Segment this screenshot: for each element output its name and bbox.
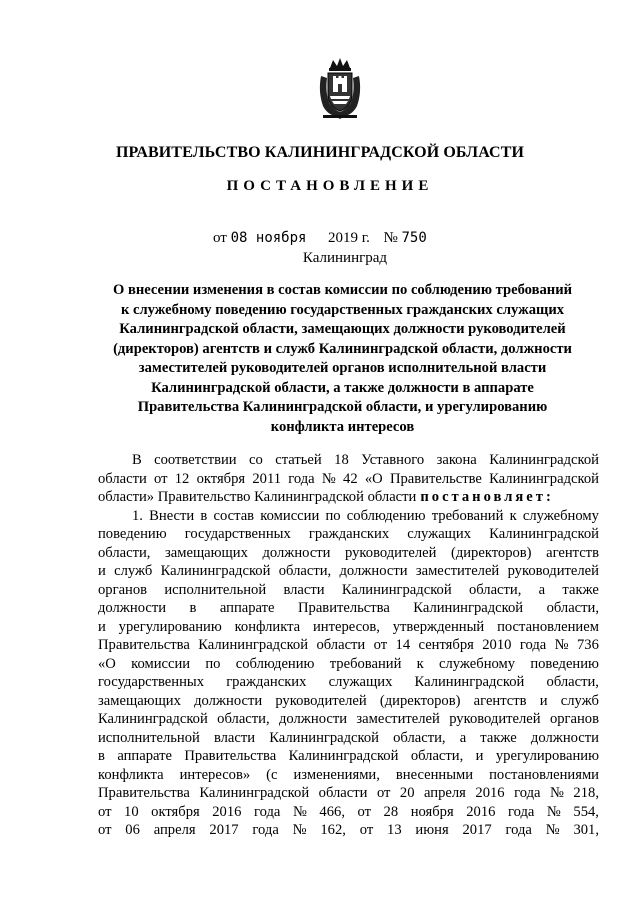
word: «О <box>98 655 116 672</box>
word: урегулированию <box>118 618 222 635</box>
city: Калининград <box>302 250 388 266</box>
word: апреля <box>424 785 466 801</box>
word: 13 <box>387 822 402 838</box>
word: служебному <box>439 655 516 672</box>
date-number-line <box>213 230 427 247</box>
word: поведению <box>98 526 167 542</box>
word: от <box>357 803 371 820</box>
word: 554, <box>573 803 599 820</box>
word: должности <box>339 563 408 579</box>
body-line <box>98 655 599 674</box>
word: руководителей <box>449 711 541 727</box>
word: власти <box>283 581 325 598</box>
word: года <box>253 803 281 820</box>
word: также <box>480 729 517 746</box>
word: соблюдению <box>235 655 315 672</box>
word: по <box>325 507 341 524</box>
date-prefix: от <box>213 230 227 246</box>
body-line <box>98 710 599 729</box>
word: июня <box>415 822 449 838</box>
word: Калининградской <box>198 637 309 653</box>
word: соответствии <box>154 452 237 468</box>
word: комиссии <box>131 655 191 672</box>
word: от <box>373 637 388 653</box>
word: от <box>98 822 112 838</box>
word: Уставного <box>361 452 425 468</box>
word: Калининградской <box>489 526 599 542</box>
word: в <box>200 507 208 524</box>
body-line <box>98 581 599 600</box>
word: заместителей <box>415 563 500 579</box>
body-line <box>98 803 599 822</box>
handwritten-date: 08 ноября <box>230 230 307 246</box>
document-body <box>98 451 599 840</box>
word: агентств <box>546 544 599 561</box>
word: Калининградской <box>269 729 379 746</box>
word: от <box>359 822 374 838</box>
operative-word: постановляет: <box>420 489 554 505</box>
heading-line: Калининградской области, замещающих должности руководителей <box>119 321 566 337</box>
word: и <box>98 563 106 579</box>
body-line <box>98 747 599 766</box>
word: по <box>205 655 221 672</box>
word: Внести <box>149 507 195 524</box>
word: гражданских <box>226 674 307 690</box>
word: интересов» <box>179 766 251 783</box>
number-sign: № <box>383 230 398 246</box>
word: требований <box>431 507 504 524</box>
heading-line: Калининградской области, а также должности в аппарате <box>151 379 534 396</box>
word: статьей <box>275 452 322 468</box>
word: постановлениями <box>489 766 599 783</box>
body-line <box>98 692 599 711</box>
word: от <box>376 785 391 801</box>
word: Калининградской <box>199 785 310 801</box>
word: конфликта <box>234 618 301 635</box>
word: № <box>321 470 336 487</box>
word: 2016 <box>212 803 242 820</box>
word: к <box>509 507 517 524</box>
word: 2016 <box>466 803 496 820</box>
word: области, <box>546 600 599 616</box>
body-line <box>98 636 599 655</box>
word: года <box>507 803 535 820</box>
word: 28 <box>383 803 399 820</box>
word: состав <box>213 507 255 524</box>
government-title: ПРАВИТЕЛЬСТВО КАЛИНИНГРАДСКОЙ ОБЛАСТИ <box>115 144 525 161</box>
word: утвержденный <box>392 618 485 635</box>
word: замещающих <box>164 544 248 561</box>
word: 2017 <box>462 822 492 838</box>
body-line <box>98 488 599 507</box>
word: 162, <box>320 822 346 838</box>
word: поведению <box>530 655 599 672</box>
word: сентября <box>418 637 474 653</box>
word: года <box>288 470 315 487</box>
document-number: 750 <box>401 230 427 246</box>
heading-line: конфликта интересов <box>270 418 415 435</box>
word: 18 <box>334 452 349 468</box>
word: урегулированию <box>495 748 599 764</box>
word: органов <box>98 581 148 598</box>
word: должности <box>262 544 331 561</box>
word: области, <box>468 581 522 598</box>
body-line <box>98 562 599 581</box>
word: апреля <box>153 822 196 838</box>
word: (директоров) <box>379 692 461 709</box>
word: (с <box>266 766 278 783</box>
word: служащих <box>328 674 393 690</box>
word: служащих <box>407 526 472 542</box>
word: служб <box>114 563 153 579</box>
word: Калининградской <box>98 711 208 727</box>
word: и <box>98 618 106 635</box>
word: требований <box>329 655 402 672</box>
word: области <box>316 637 366 653</box>
word: В <box>132 452 142 468</box>
word: органов <box>549 711 599 727</box>
word: 736 <box>576 637 599 653</box>
word: заместителей <box>356 711 440 727</box>
word: Правительства <box>98 785 190 801</box>
word: Правительства <box>98 637 190 653</box>
word: в <box>189 600 197 616</box>
word: октября <box>151 803 200 820</box>
word: Калининградской <box>160 563 271 579</box>
word: № <box>292 803 307 820</box>
heading-line: (директоров) агентств и служб Калининградской области, должности <box>113 340 572 357</box>
word: 06 <box>125 822 140 838</box>
word: 2016 <box>475 785 505 801</box>
word: области, <box>98 544 151 561</box>
word: соблюдению <box>346 507 426 524</box>
word: исполнительной <box>98 729 200 746</box>
word: гражданских <box>308 526 390 542</box>
word: исполнительной <box>164 581 267 598</box>
document-heading <box>100 281 585 437</box>
word: а <box>538 581 546 598</box>
body-line <box>98 821 599 840</box>
body-line <box>98 544 599 563</box>
word: области, <box>217 711 270 727</box>
word: аппарате <box>219 600 275 616</box>
word: (директоров) <box>450 544 532 561</box>
word: от <box>154 470 168 487</box>
word: № <box>545 822 560 838</box>
word: 301, <box>573 822 599 838</box>
word: 2010 <box>482 637 512 653</box>
word: 20 <box>399 785 415 801</box>
word: замещающих <box>98 692 181 709</box>
word: от <box>98 803 112 820</box>
body-line <box>98 599 599 618</box>
word: служб <box>560 692 599 709</box>
word: служебному <box>522 507 599 524</box>
word: со <box>249 452 263 468</box>
word: Правительства <box>184 748 277 764</box>
word: 2011 <box>252 470 281 487</box>
word: должности <box>278 711 348 727</box>
word: Правительстве <box>389 470 482 487</box>
word: области <box>318 785 368 801</box>
word: года <box>505 822 532 838</box>
word: должности <box>194 692 263 709</box>
body-line <box>98 451 599 470</box>
word: года <box>519 637 547 653</box>
word: года <box>252 822 279 838</box>
word: 1. <box>132 507 143 524</box>
word: Калининградской <box>413 600 524 616</box>
heading-line: Правительства Калининградской области, и урегулированию <box>137 399 548 415</box>
body-line <box>98 673 599 692</box>
body-line <box>98 525 599 544</box>
word: № <box>549 785 564 801</box>
word: а <box>459 729 467 746</box>
word: государственных <box>184 526 291 542</box>
word: руководителей <box>275 692 367 709</box>
word: власти <box>213 729 256 746</box>
word: комиссии <box>260 507 320 524</box>
word: 466, <box>319 803 345 820</box>
word: интересов, <box>312 618 380 635</box>
word: изменениями, <box>293 766 380 783</box>
word: конфликта <box>98 766 164 783</box>
word: ноября <box>410 803 454 820</box>
word: Калининградской <box>489 470 599 487</box>
body-line <box>98 470 599 489</box>
word: 14 <box>395 637 411 653</box>
word: области, <box>393 729 446 746</box>
word: аппарате <box>117 748 172 764</box>
word: области, <box>278 563 332 579</box>
word: 218, <box>573 785 599 801</box>
word: руководителей <box>507 563 599 579</box>
word: года <box>514 785 541 801</box>
word: постановлением <box>497 618 599 635</box>
word: к <box>416 655 424 672</box>
word: должности <box>98 600 167 616</box>
word: Правительства <box>297 600 390 616</box>
word: агентств <box>473 692 527 709</box>
word: 10 <box>124 803 139 820</box>
word: Калининградской <box>414 674 525 690</box>
word: и <box>475 748 484 764</box>
word: области, <box>410 748 464 764</box>
word: № <box>292 822 307 838</box>
heading-line: заместителей руководителей органов исполнительной власти <box>138 360 547 376</box>
body-line <box>98 766 599 785</box>
heading-line: О внесении изменения в состав комиссии по соблюдению требований <box>112 282 573 298</box>
word: в <box>98 748 105 764</box>
body-line <box>98 507 599 526</box>
year: 2019 г. <box>327 230 370 246</box>
word: государственных <box>98 674 205 690</box>
body-text: области» Правительство Калининградской области <box>98 489 417 505</box>
body-line <box>98 729 599 748</box>
word: октября <box>196 470 246 487</box>
word: закона <box>436 452 477 468</box>
word: должности <box>530 729 599 746</box>
word: и <box>539 692 548 709</box>
word: Калининградской <box>489 452 599 468</box>
word: № <box>546 803 561 820</box>
word: руководителей <box>345 544 437 561</box>
heading-line: к служебному поведению государственных гражданских служащих <box>120 301 565 318</box>
word: также <box>562 581 599 598</box>
word: «О <box>364 470 383 487</box>
body-line <box>98 618 599 637</box>
word: 12 <box>174 470 190 487</box>
word: № <box>554 637 569 653</box>
word: Калининградской <box>341 581 452 598</box>
word: Калининградской <box>288 748 399 764</box>
coat-of-arms-icon <box>317 58 363 120</box>
word: 42 <box>343 470 358 487</box>
word: области <box>98 470 147 487</box>
word: 2017 <box>209 822 239 838</box>
word: области, <box>546 674 599 690</box>
document-type: ПОСТАНОВЛЕНИЕ <box>226 178 434 194</box>
word: внесенными <box>395 766 474 783</box>
body-line <box>98 784 599 803</box>
